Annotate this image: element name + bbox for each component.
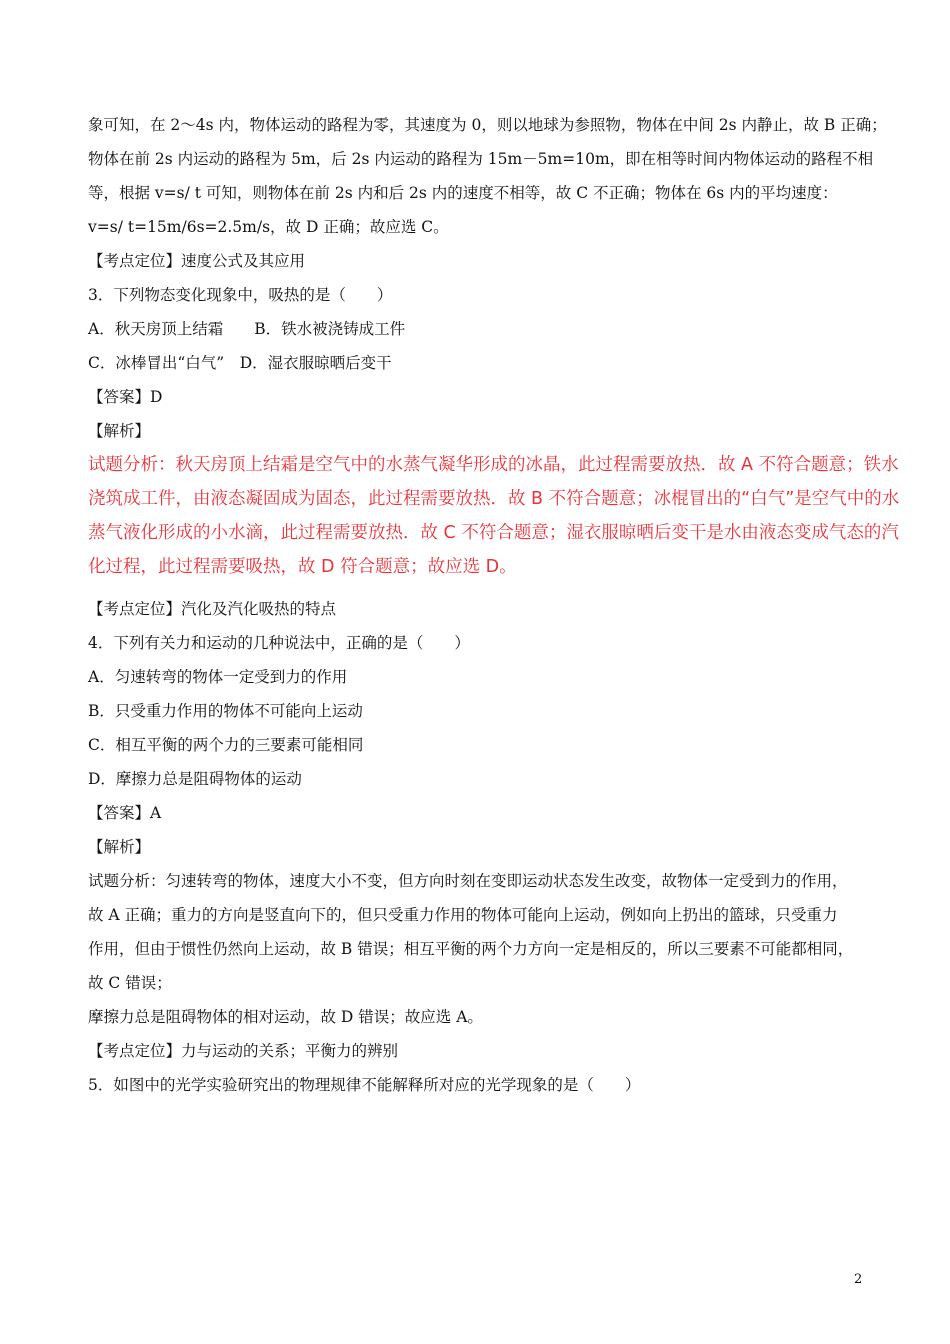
question-4-analysis-line: 故 C 错误； — [88, 974, 172, 992]
question-3-analysis-line: 试题分析：秋天房顶上结霜是空气中的水蒸气凝华形成的冰晶，此过程需要放热．故 A 不符合题意；铁水 — [88, 455, 899, 475]
question-4-analysis-label: 【解析】 — [88, 838, 151, 856]
question-4-knowledge-point: 【考点定位】力与运动的关系；平衡力的辨别 — [88, 1042, 399, 1060]
question-3-stem: 3．下列物态变化现象中，吸热的是（ ） — [88, 286, 393, 304]
question-4-option: C．相互平衡的两个力的三要素可能相同 — [88, 736, 364, 754]
question-4-option: B．只受重力作用的物体不可能向上运动 — [88, 702, 363, 720]
intro-line: 等，根据 v=s/ t 可知，则物体在前 2s 内和后 2s 内的速度不相等，故 C 不正确；物体在 6s 内的平均速度： — [88, 184, 838, 202]
question-3-answer: 【答案】D — [88, 388, 163, 406]
question-3-analysis-line: 化过程，此过程需要吸热，故 D 符合题意；故应选 D。 — [88, 557, 517, 577]
question-4-answer: 【答案】A — [88, 804, 162, 822]
intro-line: v=s/ t=15m/6s=2.5m/s，故 D 正确；故应选 C。 — [88, 218, 449, 236]
question-4-analysis-line: 摩擦力总是阻碍物体的相对运动，故 D 错误；故应选 A。 — [88, 1008, 483, 1026]
question-4-option: A．匀速转弯的物体一定受到力的作用 — [88, 668, 348, 686]
question-3-option: A．秋天房顶上结霜 B．铁水被浇铸成工件 — [88, 320, 406, 338]
knowledge-point: 【考点定位】速度公式及其应用 — [88, 252, 306, 270]
intro-line: 物体在前 2s 内运动的路程为 5m，后 2s 内运动的路程为 15m－5m=10m，即在相等时间内物体运动的路程不相 — [88, 150, 874, 168]
question-3-analysis-line: 蒸气液化形成的小水滴，此过程需要放热．故 C 不符合题意；湿衣服晾晒后变干是水由液态变成气态的汽 — [88, 523, 899, 543]
question-3-knowledge-point: 【考点定位】汽化及汽化吸热的特点 — [88, 600, 337, 618]
intro-line: 象可知，在 2～4s 内，物体运动的路程为零，其速度为 0，则以地球为参照物，物体在中间 2s 内静止，故 B 正确； — [88, 116, 887, 134]
document-page — [88, 108, 900, 1102]
question-4-analysis-line: 作用，但由于惯性仍然向上运动，故 B 错误；相互平衡的两个力方向一定是相反的，所以三要素不可能都相同， — [88, 940, 854, 958]
question-3-analysis-label: 【解析】 — [88, 422, 151, 440]
question-4-analysis-line: 试题分析：匀速转弯的物体，速度大小不变，但方向时刻在变即运动状态发生改变，故物体一定受到力的作用， — [88, 872, 848, 890]
question-4-option: D．摩擦力总是阻碍物体的运动 — [88, 770, 302, 788]
question-5-stem: 5．如图中的光学实验研究出的物理规律不能解释所对应的光学现象的是（ ） — [88, 1076, 641, 1094]
spacer — [88, 584, 884, 592]
question-4-analysis-line: 故 A 正确；重力的方向是竖直向下的，但只受重力作用的物体可能向上运动，例如向上扔出的篮球，只受重力 — [88, 906, 838, 924]
page-number: 2 — [854, 1272, 863, 1287]
question-4-stem: 4．下列有关力和运动的几种说法中，正确的是（ ） — [88, 634, 470, 652]
question-3-option: C．冰棒冒出“白气” D．湿衣服晾晒后变干 — [88, 354, 392, 372]
question-3-analysis-line: 浇筑成工件，由液态凝固成为固态，此过程需要放热．故 B 不符合题意；冰棍冒出的“白气”是空气中的水 — [88, 489, 900, 509]
